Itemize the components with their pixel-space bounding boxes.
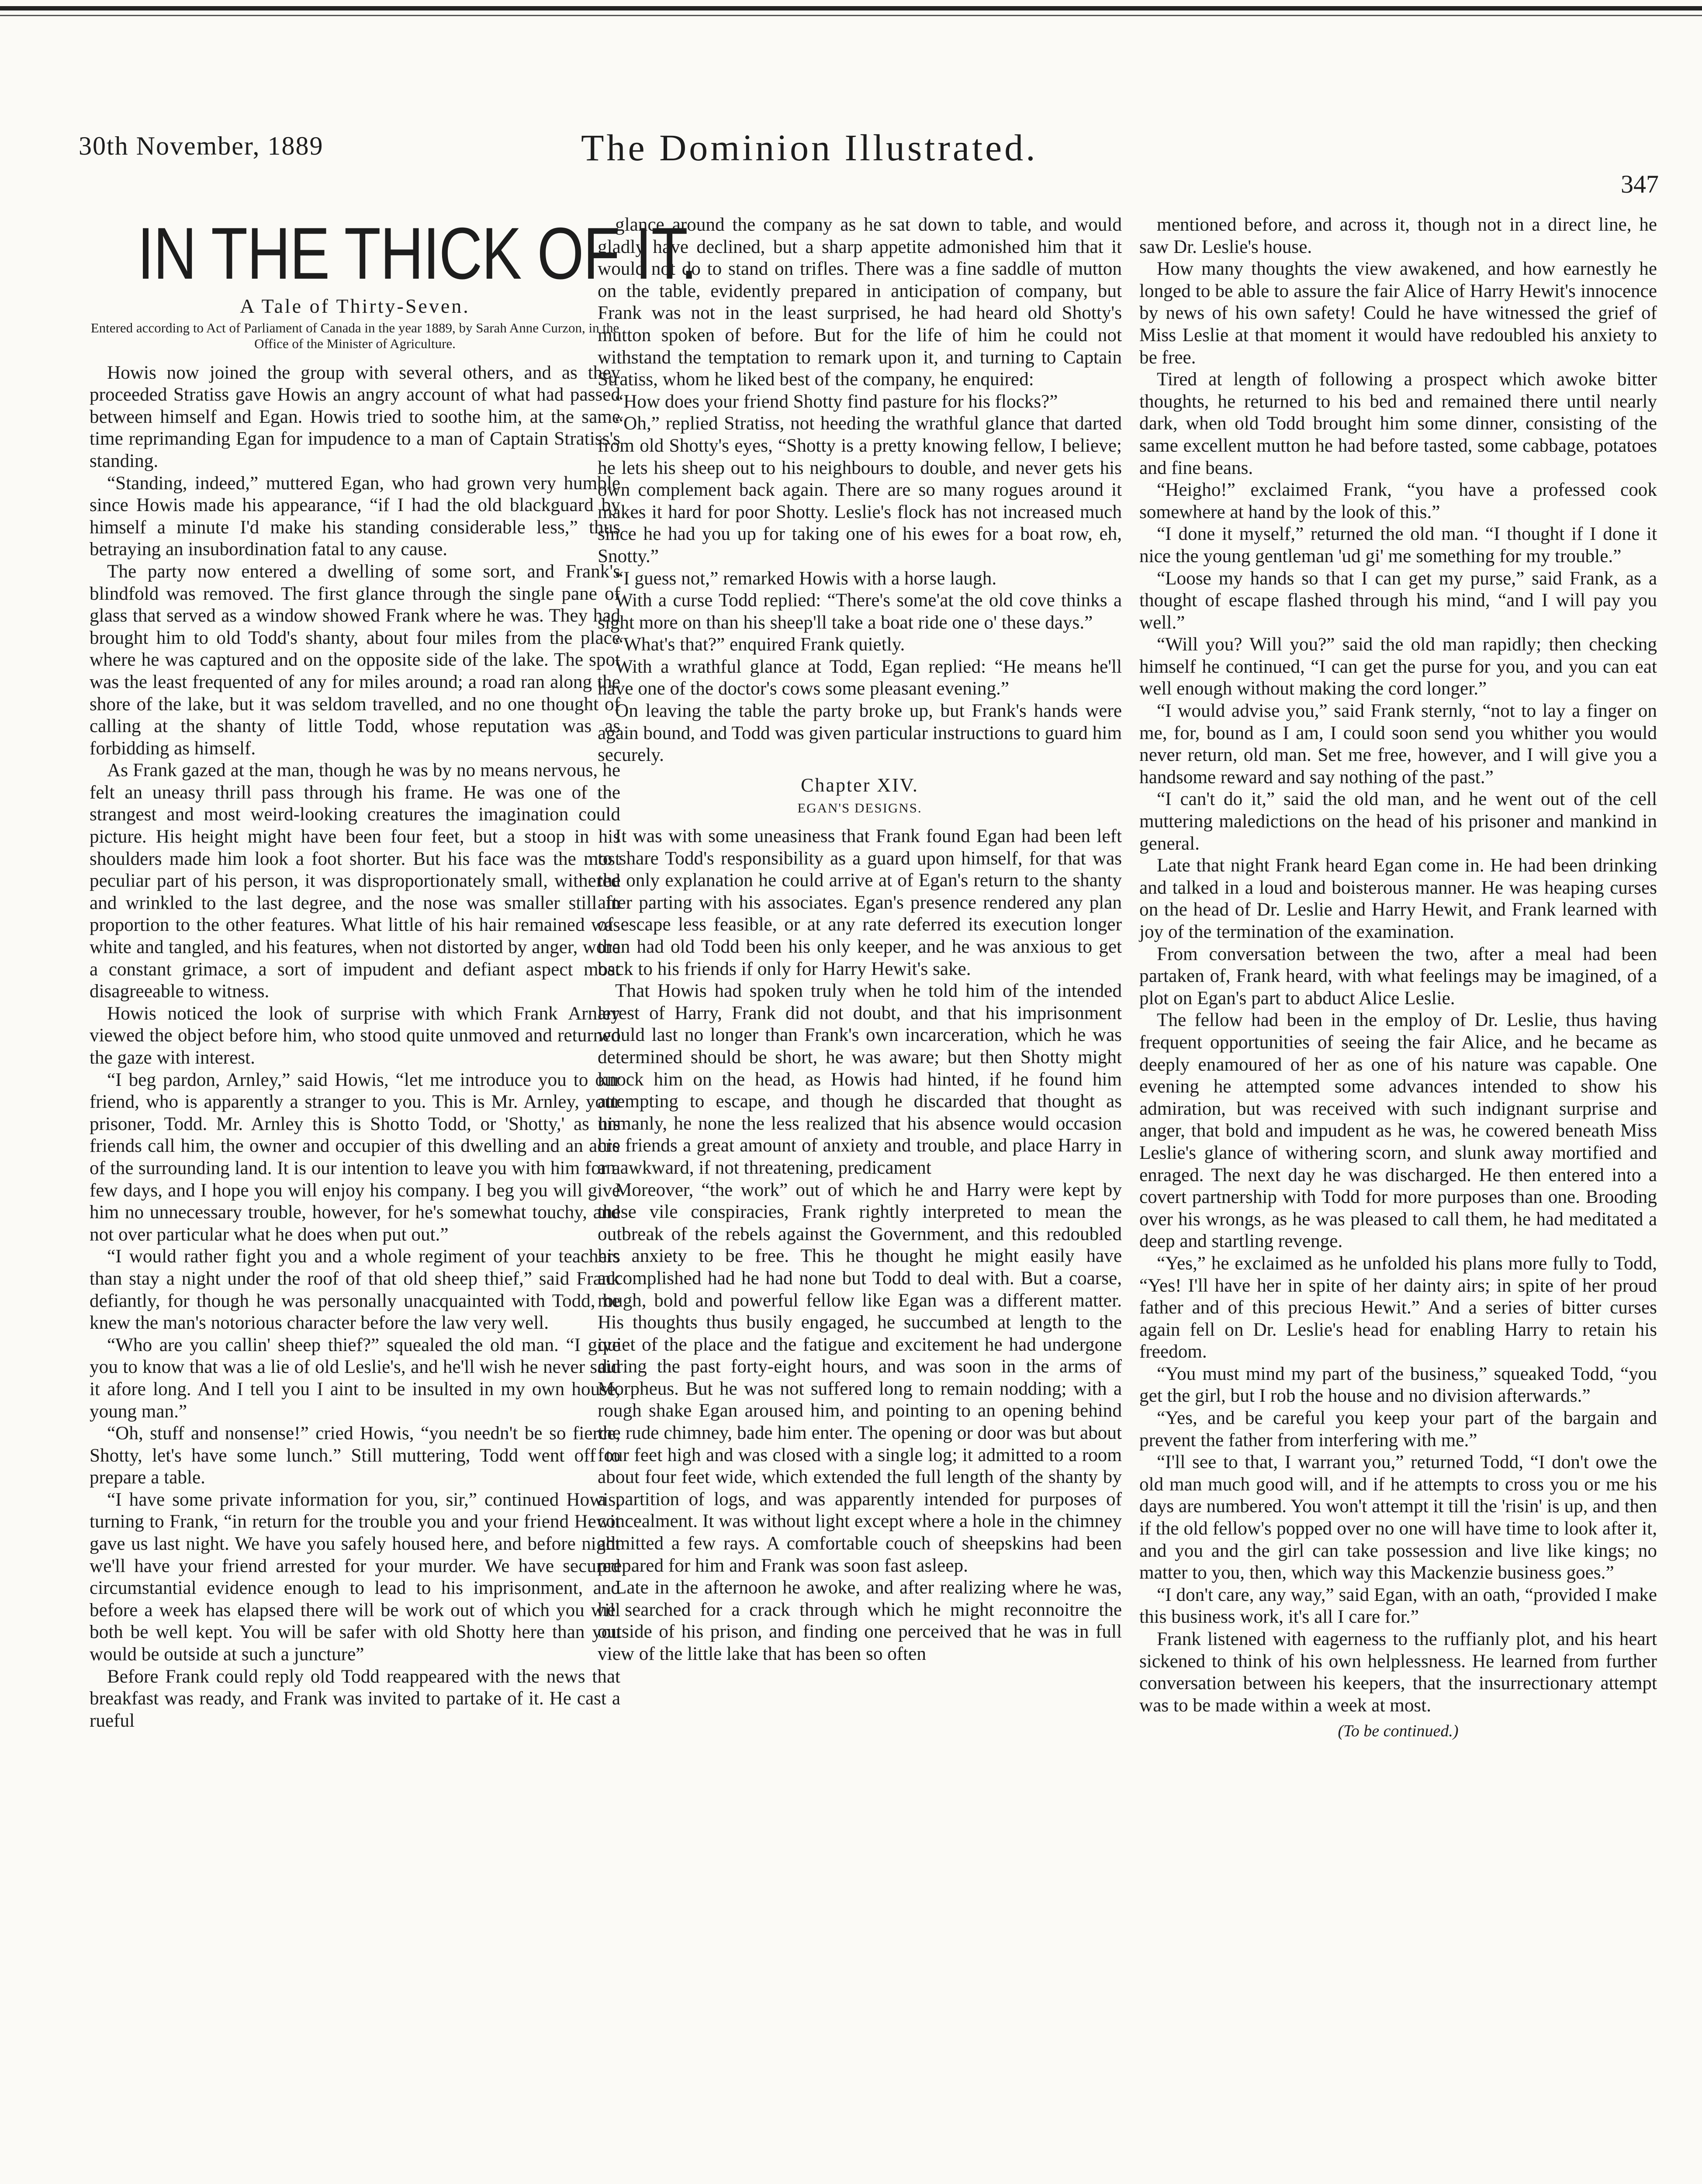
paragraph: It was with some uneasiness that Frank found Egan had been left to share Todd's responsibility as a guard upon himself, for that was the only explanation he could arrive at of Egan's return to the shanty after parting with his associates. Egan's presence rendered any plan of escape less feasible, or at any rate deferred its execution longer than had old Todd been his only keeper, and he was anxious to get back to his friends if only for Harry Hewit's sake. bbox=[598, 826, 1122, 979]
chapter-subheading: EGAN'S DESIGNS. bbox=[797, 800, 922, 816]
column-2 bbox=[598, 214, 1122, 1666]
paragraph: Before Frank could reply old Todd reappeared with the news that breakfast was ready, and Frank was invited to partake of it. He cast a rueful bbox=[90, 1666, 620, 1731]
paragraph: mentioned before, and across it, though not in a direct line, he saw Dr. Leslie's house. bbox=[1139, 214, 1657, 257]
paragraph: “I guess not,” remarked Howis with a horse laugh. bbox=[615, 568, 997, 589]
paragraph: With a wrathful glance at Todd, Egan replied: “He means he'll have one of the doctor's cows some pleasant evening.” bbox=[598, 656, 1122, 699]
paragraph: “I beg pardon, Arnley,” said Howis, “let me introduce you to our friend, who is apparently a stranger to you. This is Mr. Arnley, your prisoner, Todd. Mr. Arnley this is Shotto Todd, or 'Shotty,' as his friends call him, the owner and occupier of this dwelling and an acre of the surrounding land. It is our intention to leave you with him for a few days, and I hope you will enjoy his company. I beg you will give him no unnecessary trouble, however, for he's somewhat touchy, and not over particular what he does when put out.” bbox=[90, 1069, 620, 1245]
paragraph: The fellow had been in the employ of Dr. Leslie, thus having frequent opportunities of seeing the fair Alice, and he became as deeply enamoured of her as one of his nature was capable. One evening he attempted some advances intended to show his admiration, but was received with such indignant surprise and anger, that bold and impudent as he was, he cowered beneath Miss Leslie's glance of withering scorn, and slunk away mortified and enraged. The next day he was discharged. He then entered into a covert partnership with Todd for more purposes than one. Brooding over his wrongs, as he was pleased to call them, he had meditated a deep and startling revenge. bbox=[1139, 1010, 1657, 1252]
top-border-rule bbox=[0, 6, 1702, 10]
paragraph: “I'll see to that, I warrant you,” returned Todd, “I don't owe the old man much good will, and if he attempts to cross you or me his days are numbered. You won't attempt it till the 'risin' is up, and then if the old fellow's popped over no one will have time to look after it, and you and the girl can take possession and live like kings; no matter to you, then, which way this Mackenzie business goes.” bbox=[1139, 1452, 1657, 1583]
paragraph: How many thoughts the view awakened, and how earnestly he longed to be able to assure the fair Alice of Harry Hewit's innocence by news of his own safety! Could he have witnessed the grief of Miss Leslie at that moment it would have redoubled his anxiety to be free. bbox=[1139, 259, 1657, 368]
paragraph: “You must mind my part of the business,” squeaked Todd, “you get the girl, but I rob the house and no division afterwards.” bbox=[1139, 1363, 1657, 1406]
page-number: 347 bbox=[1621, 170, 1659, 198]
paragraph: “I done it myself,” returned the old man. “I thought if I done it nice the young gentleman 'ud gi' me something for my trouble.” bbox=[1139, 524, 1657, 567]
paragraph: Late in the afternoon he awoke, and after realizing where he was, he searched for a crack through which he might reconnoitre the outside of his prison, and finding one perceived that he was in full view of the little lake that has been so often bbox=[598, 1577, 1122, 1664]
chapter-heading: Chapter XIV. bbox=[801, 774, 919, 796]
paragraph: “I can't do it,” said the old man, and he went out of the cell muttering maledictions on the head of his prisoner and mankind in general. bbox=[1139, 789, 1657, 854]
paragraph: Moreover, “the work” out of which he and Harry were kept by these vile conspiracies, Frank rightly interpreted to mean the outbreak of the rebels against the Government, and this redoubled his anxiety to be free. This he thought he might easily have accomplished had he had none but Todd to deal with. But a coarse, rough, bold and powerful fellow like Egan was a different matter. His thoughts thus busily engaged, he succumbed at length to the quiet of the place and the fatigue and excitement he had undergone during the past forty-eight hours, and was soon in the arms of Morpheus. But he was not suffered long to remain nodding; with a rough shake Egan aroused him, and pointing to an opening behind the rude chimney, bade him enter. The opening or door was but about four feet high and was closed with a single log; it admitted to a room about four feet wide, which extended the full length of the shanty by a partition of logs, and was apparently intended for purposes of concealment. It was without light except where a hole in the chimney admitted a few rays. A comfortable couch of sheepskins had been prepared for him and Frank was soon fast asleep. bbox=[598, 1179, 1122, 1576]
masthead-title: The Dominion Illustrated. bbox=[581, 127, 1038, 169]
paragraph: “I would advise you,” said Frank sternly, “not to lay a finger on me, for, bound as I am, I could soon send you whither you would never return, old man. Set me free, however, and I will give you a handsome reward and say nothing of the past.” bbox=[1139, 701, 1657, 788]
paragraph: “Who are you callin' sheep thief?” squealed the old man. “I give you to know that was a lie of old Leslie's, and he'll wish he never said it afore long. And I tell you I aint to be insulted in my own house, young man.” bbox=[90, 1334, 620, 1422]
paragraph: With a curse Todd replied: “There's some'at the old cove thinks a sight more on than his sheep'll take a boat ride one o' these days.” bbox=[598, 590, 1122, 633]
paragraph: On leaving the table the party broke up, but Frank's hands were again bound, and Todd was given particular instructions to guard him securely. bbox=[598, 701, 1122, 766]
paragraph: The party now entered a dwelling of some sort, and Frank's blindfold was removed. The first glance through the single pane of glass that served as a window showed Frank where he was. They had brought him to old Todd's shanty, about four miles from the place where he was captured and on the opposite side of the lake. The spot was the least frequented of any for miles around; a road ran along the shore of the lake, but it was seldom travelled, and no one thought of calling at the shanty of little Todd, whose reputation was as forbidding as himself. bbox=[90, 561, 620, 759]
column-3-body bbox=[1139, 214, 1657, 1717]
story-subtitle: A Tale of Thirty-Seven. bbox=[240, 295, 470, 317]
paragraph: “What's that?” enquired Frank quietly. bbox=[615, 634, 905, 655]
paragraph: “I would rather fight you and a whole regiment of your teachers than stay a night under the roof of that old sheep thief,” said Frank defiantly, for though he was personally unacquainted with Todd, he knew the man's notorious character before the law very well. bbox=[90, 1246, 620, 1334]
paragraph: Tired at length of following a prospect which awoke bitter thoughts, he returned to his bed and remained there until nearly dark, when old Todd brought him some dinner, consisting of the same excellent mutton he had before tasted, some cabbage, potatoes and fine beans. bbox=[1139, 369, 1657, 478]
column-3 bbox=[1139, 214, 1657, 1742]
paragraph: “Loose my hands so that I can get my purse,” said Frank, as a thought of escape flashed through his mind, “and I will pay you well.” bbox=[1139, 568, 1657, 633]
paragraph: “I have some private information for you, sir,” continued Howis, turning to Frank, “in return for the trouble you and your friend Hewit gave us last night. We have you safely housed here, and before night we'll have your friend arrested for your murder. We have secured circumstantial evidence enough to lead to his imprisonment, and before a week has elapsed there will be work out of which you will both be well kept. You will be safer with old Shotty here than you would be outside at such a juncture” bbox=[90, 1489, 620, 1665]
paragraph: “How does your friend Shotty find pasture for his flocks?” bbox=[615, 391, 1058, 412]
paragraph: That Howis had spoken truly when he told him of the intended arrest of Harry, Frank did not doubt, and that his imprisonment would last no longer than Frank's own incarceration, which he was determined should be short, he was aware; but then Shotty might knock him on the head, as Howis had hinted, if he found him attempting to escape, and though he discarded that thought as unmanly, he none the less realized that his absence would occasion his friends a great amount of anxiety and trouble, and place Harry in an awkward, if not threatening, predicament bbox=[598, 981, 1122, 1178]
paragraph: “Oh, stuff and nonsense!” cried Howis, “you needn't be so fierce, Shotty, let's have some lunch.” Still muttering, Todd went off to prepare a table. bbox=[90, 1423, 620, 1488]
paragraph: Howis now joined the group with several others, and as they proceeded Stratiss gave Howis an angry account of what had passed between himself and Egan. Howis tried to soothe him, at the same time reprimanding Egan for impudence to a man of Captain Stratiss's standing. bbox=[90, 362, 620, 471]
header-date: 30th November, 1889 bbox=[79, 131, 324, 160]
to-be-continued: (To be continued.) bbox=[1338, 1722, 1459, 1741]
column-1-body bbox=[90, 362, 620, 1732]
story-title: IN THE THICK OF IT. bbox=[137, 212, 697, 294]
paragraph: From conversation between the two, after a meal had been partaken of, Frank heard, with what feelings may be imagined, of a plot on Egan's part to abduct Alice Leslie. bbox=[1139, 943, 1657, 1009]
column-1 bbox=[90, 212, 697, 1732]
paragraph: glance around the company as he sat down to table, and would gladly have declined, but a sharp appetite admonished him that it would not do to stand on trifles. There was a fine saddle of mutton on the table, evidently prepared in anticipation of company, but Frank was not in the least surprised, he had heard old Shotty's mutton spoken of before. But for the life of him he could not withstand the temptation to remark upon it, and turning to Captain Stratiss, whom he liked best of the company, he enquired: bbox=[598, 214, 1122, 390]
paragraph: “Heigho!” exclaimed Frank, “you have a professed cook somewhere at hand by the look of this.” bbox=[1139, 480, 1657, 522]
paragraph: “Oh,” replied Stratiss, not heeding the wrathful glance that darted from old Shotty's eyes, “Shotty is a pretty knowing fellow, I believe; he lets his sheep out to his neighbours to double, and never gets his own complement back again. There are so many rogues around it makes it hard for poor Shotty. Leslie's flock has not increased much since he had you up for taking one of his ewes for a boat row, eh, Snotty.” bbox=[598, 413, 1122, 567]
paragraph: “Will you? Will you?” said the old man rapidly; then checking himself he continued, “I can get the purse for you, and you can eat well enough without making the cord longer.” bbox=[1139, 634, 1657, 699]
paragraph: Howis noticed the look of surprise with which Frank Arnley viewed the object before him, who stood quite unmoved and returned the gaze with interest. bbox=[90, 1003, 620, 1068]
paragraph: Late that night Frank heard Egan come in. He had been drinking and talked in a loud and boisterous manner. He was heaping curses on the head of Dr. Leslie and Harry Hewit, and Frank learned with joy of the termination of the examination. bbox=[1139, 855, 1657, 942]
column-2-body-bottom bbox=[598, 826, 1122, 1666]
paragraph: Frank listened with eagerness to the ruffianly plot, and his heart sickened to think of his own helplessness. He learned from further conversation between his keepers, that the insurrectionary attempt was to be made within a week at most. bbox=[1139, 1629, 1657, 1716]
copyright-notice: Entered according to Act of Parliament of Canada in the year 1889, by Sarah Anne Curzon, in the Office of the Minister of Agriculture. bbox=[90, 320, 619, 351]
column-2-body-top bbox=[598, 214, 1122, 767]
paragraph: “I don't care, any way,” said Egan, with an oath, “provided I make this business work, it's all I care for.” bbox=[1139, 1584, 1657, 1628]
top-border-rule-thin bbox=[0, 15, 1702, 16]
paragraph: “Standing, indeed,” muttered Egan, who had grown very humble since Howis made his appearance, “if I had the old blackguard by himself a minute I'd make his standing considerable less,” thus betraying an insubordination fatal to any cause. bbox=[90, 473, 620, 560]
paragraph: “Yes, and be careful you keep your part of the bargain and prevent the father from interfering with me.” bbox=[1139, 1408, 1657, 1451]
paragraph: “Yes,” he exclaimed as he unfolded his plans more fully to Todd, “Yes! I'll have her in spite of her dainty airs; in spite of her proud father and of this precious Hewit.” And a series of bitter curses again fell on Dr. Leslie's head for enabling Harry to retain his freedom. bbox=[1139, 1253, 1657, 1362]
paragraph: As Frank gazed at the man, though he was by no means nervous, he felt an uneasy thrill pass through his frame. He was one of the strangest and most weird-looking creatures the imagination could picture. His height might have been four feet, but a stoop in his shoulders made him look a foot shorter. But his face was the most peculiar part of his person, it was disproportionately small, withered and wrinkled to the last degree, and the nose was smaller still in proportion to the other features. What little of his hair remained was white and tangled, and his features, when not distorted by anger, wore a constant grimace, a sort of impudent and defiant aspect most disagreeable to witness. bbox=[90, 760, 620, 1002]
